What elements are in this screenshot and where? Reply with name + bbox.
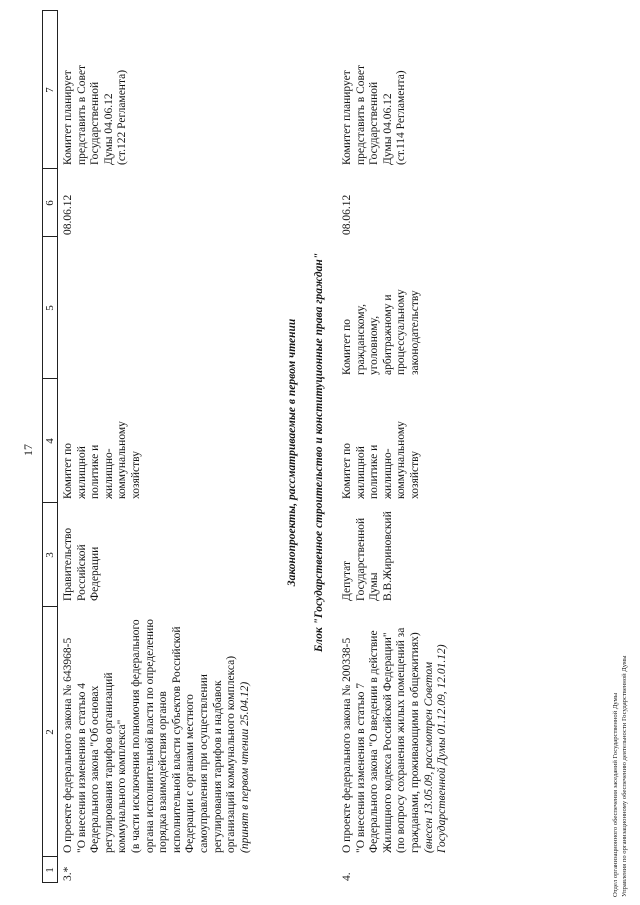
- page-number: 17: [21, 444, 35, 456]
- row-number: 4.: [341, 872, 353, 881]
- column-header-5: 5: [44, 305, 56, 311]
- column-header-6: 6: [44, 200, 56, 206]
- bill-status-note: (принят в первом чтении 25.04.12): [238, 681, 251, 853]
- column-header-4: 4: [44, 438, 56, 444]
- bill-status-note: (внесен 13.05.09, рассмотрен Советом Государственной Думы 01.12.09, 12.01.12): [422, 644, 449, 853]
- committee-note: Комитет планирует представить в Совет Государственной Думы 04.06.12 (ст.114 Регламента): [341, 64, 408, 165]
- bill-author: Депутат Государственной Думы В.В.Жириновский: [341, 511, 394, 601]
- column-header-1: 1: [44, 867, 56, 873]
- bill-text: О проекте федерального закона № 643968-5 "О внесении изменения в статью 4 Федерального закона "Об основах регулирования тарифов организаций коммунального комплекса" (в части исключения полномочия федерального органа исполнительной власти по определению порядка взаимодействия органов исполнительной власти субъектов Российской Федерации с органами местного самоуправления при осуществлении регулирования тарифов и надбавок организаций коммунального комплекса): [62, 619, 238, 853]
- header-top-rule: [42, 11, 43, 883]
- co-committee: Комитет по гражданскому, уголовному, арбитражному и процессуальному законодательству: [341, 289, 421, 375]
- bill-description: [62, 605, 252, 853]
- footer-line: Управления по организационному обеспечению деятельности Государственной Думы: [620, 655, 628, 897]
- bill-description: [341, 605, 450, 853]
- responsible-committee: Комитет по жилищной политике и жилищно- коммунальному хозяйству: [62, 421, 142, 499]
- header-bottom-rule: [57, 11, 58, 883]
- committee-note: Комитет планирует представить в Совет Государственной Думы 04.06.12 (ст.122 Регламента): [62, 64, 129, 165]
- responsible-committee: Комитет по жилищной политике и жилищно- коммунальному хозяйству: [341, 421, 421, 499]
- column-header-7: 7: [44, 87, 56, 93]
- bill-author: Правительство Российской Федерации: [62, 527, 102, 601]
- column-header-3: 3: [44, 552, 56, 558]
- row-number: 3.*: [62, 866, 74, 881]
- footer-line: Отдел организационного обеспечения заседаний Государственной Думы: [612, 692, 619, 897]
- review-date: 08.06.12: [341, 194, 353, 235]
- footer: [612, 655, 629, 897]
- column-header-2: 2: [44, 729, 56, 735]
- bill-text: О проекте федерального закона № 200338-5 "О внесении изменения в статью 7 Федерального закона "О введении в действие Жилищного кодекса Российской Федерации" (по вопросу сохранения жилых помещений за гражданами, проживающими в общежитиях): [341, 627, 421, 853]
- block-title: Блок "Государственное строительство и конституционные права граждан": [313, 252, 325, 653]
- section-title: Законопроекты, рассматриваемые в первом чтении: [286, 318, 298, 587]
- review-date: 08.06.12: [62, 194, 74, 235]
